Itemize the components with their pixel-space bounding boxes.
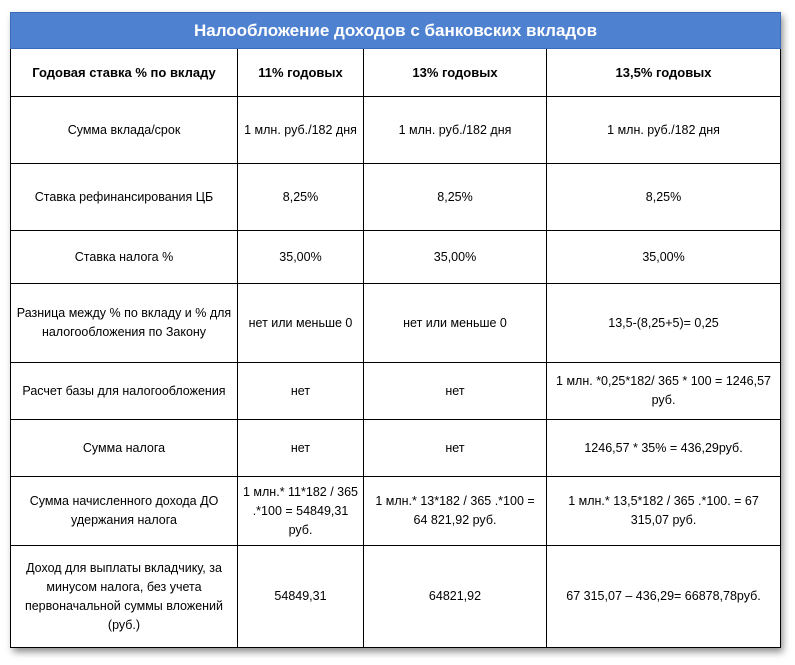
table-row <box>11 420 781 477</box>
cell-13: нет <box>364 363 547 420</box>
table-row <box>11 97 781 164</box>
tax-table <box>10 12 781 648</box>
table-frame <box>10 12 780 648</box>
table-row <box>11 477 781 546</box>
cell-135: 35,00% <box>547 231 781 284</box>
header-row <box>11 48 781 97</box>
cell-135: 1246,57 * 35% = 436,29руб. <box>547 420 781 477</box>
cell-135: 1 млн. *0,25*182/ 365 * 100 = 1246,57 руб. <box>547 363 781 420</box>
cell-135: 13,5-(8,25+5)= 0,25 <box>547 284 781 363</box>
table-row <box>11 363 781 420</box>
row-label: Ставка налога % <box>11 231 238 284</box>
header-label: Годовая ставка % по вкладу <box>11 48 238 97</box>
cell-135: 1 млн. руб./182 дня <box>547 97 781 164</box>
table-row <box>11 284 781 363</box>
row-label: Сумма вклада/срок <box>11 97 238 164</box>
cell-11: нет <box>238 363 364 420</box>
row-label: Расчет базы для налогообложения <box>11 363 238 420</box>
cell-13: 35,00% <box>364 231 547 284</box>
cell-11: 1 млн. руб./182 дня <box>238 97 364 164</box>
cell-11: 1 млн.* 11*182 / 365 .*100 = 54849,31 руб. <box>238 477 364 546</box>
row-label: Доход для выплаты вкладчику, за минусом налога, без учета первоначальной суммы вложений (руб.) <box>11 546 238 648</box>
row-label: Разница между % по вкладу и % для налогообложения по Закону <box>11 284 238 363</box>
header-col-11: 11% годовых <box>238 48 364 97</box>
cell-135: 67 315,07 – 436,29= 66878,78руб. <box>547 546 781 648</box>
cell-13: 1 млн. руб./182 дня <box>364 97 547 164</box>
title-row <box>11 13 781 49</box>
header-col-13: 13% годовых <box>364 48 547 97</box>
table-row <box>11 164 781 231</box>
cell-13: 64821,92 <box>364 546 547 648</box>
header-col-135: 13,5% годовых <box>547 48 781 97</box>
cell-13: 8,25% <box>364 164 547 231</box>
table-row <box>11 546 781 648</box>
cell-135: 1 млн.* 13,5*182 / 365 .*100. = 67 315,07 руб. <box>547 477 781 546</box>
cell-135: 8,25% <box>547 164 781 231</box>
row-label: Сумма налога <box>11 420 238 477</box>
row-label: Сумма начисленного дохода ДО удержания налога <box>11 477 238 546</box>
cell-11: 8,25% <box>238 164 364 231</box>
cell-11: нет <box>238 420 364 477</box>
cell-13: нет или меньше 0 <box>364 284 547 363</box>
table-row <box>11 231 781 284</box>
cell-11: 35,00% <box>238 231 364 284</box>
cell-13: 1 млн.* 13*182 / 365 .*100 = 64 821,92 руб. <box>364 477 547 546</box>
cell-11: 54849,31 <box>238 546 364 648</box>
table-title: Налообложение доходов с банковских вкладов <box>11 13 781 49</box>
cell-11: нет или меньше 0 <box>238 284 364 363</box>
row-label: Ставка рефинансирования ЦБ <box>11 164 238 231</box>
cell-13: нет <box>364 420 547 477</box>
